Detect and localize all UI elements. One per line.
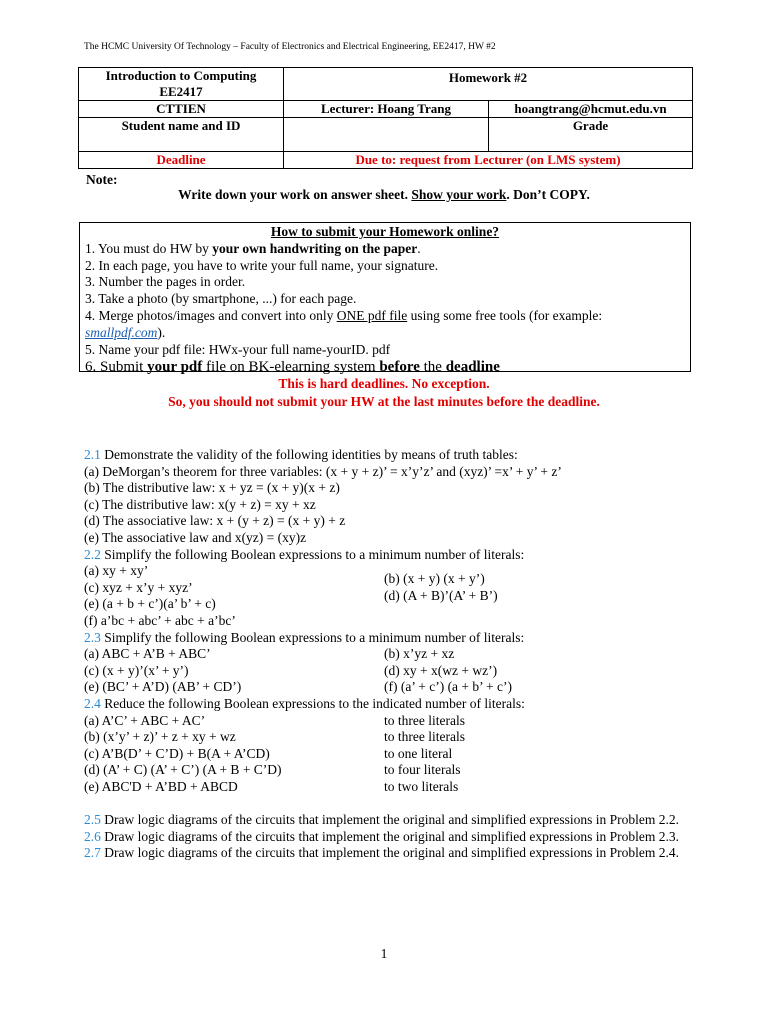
submission-title: How to submit your Homework online? <box>270 224 500 239</box>
course-name: Introduction to Computing <box>105 68 257 83</box>
class-code: CTTIEN <box>79 101 284 118</box>
problem-2-1-c: (c) The distributive law: x(y + z) = xy + xz <box>84 496 316 512</box>
student-label: Student name and ID <box>79 118 284 152</box>
problem-2-2: 2.2 Simplify the following Boolean expressions to a minimum number of literals: <box>84 546 525 562</box>
problem-2-2-c: (c) xyz + x’y + xyz’ (d) (A + B)’(A’ + B’) <box>84 579 498 603</box>
page-number: 1 <box>380 946 388 961</box>
course-code: EE2417 <box>159 84 203 99</box>
problem-2-1-a: (a) DeMorgan’s theorem for three variables: (x + y + z)’ = x’y’z’ and (xyz)’ =x’ + y’ + z’ <box>84 463 562 479</box>
problem-2-4-c: (c) A’B(D’ + C’D) + B(A + A’CD) to one literal <box>84 745 453 761</box>
problem-2-1-e: (e) The associative law and x(yz) = (xy)z <box>84 529 307 545</box>
problem-2-4-b: (b) (x’y’ + z)’ + z + xy + wz to three literals <box>84 729 465 745</box>
problem-2-4-d: (d) (A’ + C) (A’ + C’) (A + B + C’D) to four literals <box>84 762 461 778</box>
problem-2-6: 2.6 Draw logic diagrams of the circuits that implement the original and simplified expressions in Problem 2.3. <box>84 828 680 844</box>
student-value <box>284 118 489 152</box>
problem-2-3: 2.3 Simplify the following Boolean expressions to a minimum number of literals: <box>84 629 525 645</box>
problem-2-3-row-2: (c) (x + y)’(x’ + y’) (d) xy + x(wz + wz’) <box>84 662 498 678</box>
note-label: Note: <box>86 172 118 187</box>
step-6: 6. Submit your pdf file on BK-elearning system before the deadline <box>85 359 500 376</box>
problem-2-2-f: (f) a’bc + abc’ + abc + a’bc’ <box>84 612 236 628</box>
smallpdf-link[interactable]: smallpdf.com <box>85 324 158 340</box>
warning-line-1: This is hard deadlines. No exception. <box>278 376 490 391</box>
instruction: Write down your work on answer sheet. Show your work. Don’t COPY. <box>178 187 590 202</box>
problem-2-7: 2.7 Draw logic diagrams of the circuits that implement the original and simplified expressions in Problem 2.4. <box>84 845 680 861</box>
deadline-label: Deadline <box>79 152 284 169</box>
step-2: 2. In each page, you have to write your full name, your signature. <box>85 257 439 273</box>
problem-2-4: 2.4 Reduce the following Boolean expressions to the indicated number of literals: <box>84 695 525 711</box>
submission-box <box>79 222 691 376</box>
homework-title: Homework #2 <box>284 68 693 101</box>
step-5: 5. Name your pdf file: HWx-your full name-yourID. pdf <box>85 341 391 357</box>
warning-line-2: So, you should not submit your HW at the last minutes before the deadline. <box>168 394 600 409</box>
problem-2-2-a: (a) xy + xy’ (b) (x + y) (x + y’) <box>84 563 485 587</box>
problem-2-2-d: (d) (A + B)’(A’ + B’) <box>384 587 498 603</box>
step-4-link-line: smallpdf.com). <box>85 324 166 340</box>
problem-2-1-b: (b) The distributive law: x + yz = (x + y)(x + z) <box>84 480 340 496</box>
page-header: The HCMC University Of Technology – Faculty of Electronics and Electrical Engineering, EE2417, HW #2 <box>84 42 496 52</box>
step-4: 4. Merge photos/images and convert into only ONE pdf file using some free tools (for example: <box>85 307 603 323</box>
problem-2-2-e: (e) (a + b + c’)(a’ b’ + c) <box>84 596 216 612</box>
deadline-value: Due to: request from Lecturer (on LMS system) <box>284 152 693 169</box>
lecturer: Lecturer: Hoang Trang <box>284 101 489 118</box>
header-table <box>78 67 693 169</box>
problem-2-1-d: (d) The associative law: x + (y + z) = (x + y) + z <box>84 513 346 529</box>
grade-label: Grade <box>489 118 693 152</box>
course-cell <box>79 68 284 101</box>
problem-2-4-e: (e) ABC'D + A’BD + ABCD to two literals <box>84 778 459 794</box>
lecturer-email: hoangtrang@hcmut.edu.vn <box>489 101 693 118</box>
problem-2-3-row-1: (a) ABC + A’B + ABC’ (b) x’yz + xz <box>84 646 455 662</box>
problem-2-5: 2.5 Draw logic diagrams of the circuits that implement the original and simplified expressions in Problem 2.2. <box>84 812 680 828</box>
problem-2-4-a: (a) A’C’ + ABC + AC’ to three literals <box>84 712 465 728</box>
show-your-work: Show your work <box>411 187 507 202</box>
step-3b: 3. Take a photo (by smartphone, ...) for each page. <box>85 291 357 307</box>
step-3: 3. Number the pages in order. <box>85 274 246 290</box>
problem-2-3-row-3: (e) (BC’ + A’D) (AB’ + CD’) (f) (a’ + c’) (a + b’ + c’) <box>84 679 513 695</box>
problems <box>84 447 704 862</box>
step-1: 1. You must do HW by your own handwriting on the paper. <box>85 240 421 256</box>
problem-2-2-b: (b) (x + y) (x + y’) <box>384 571 485 587</box>
problem-2-1: 2.1 Demonstrate the validity of the following identities by means of truth tables: <box>84 447 518 462</box>
